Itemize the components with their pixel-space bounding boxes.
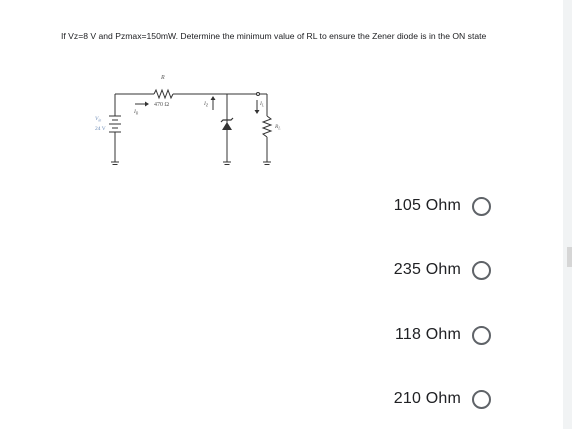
radio-button[interactable]: [472, 326, 491, 345]
option-label: 235 Ohm: [393, 261, 461, 278]
resistor-value: 470 Ω: [154, 102, 169, 108]
vin-value: 24 V: [95, 126, 106, 132]
option-105-ohm[interactable]: [394, 191, 491, 221]
vin-label: $V_{in}$: [95, 116, 102, 123]
zener-diode-symbol: [222, 122, 232, 130]
radio-button[interactable]: [472, 197, 491, 216]
radio-button[interactable]: [472, 390, 491, 409]
radio-button[interactable]: [472, 261, 491, 280]
current-iz-label: $I_Z$: [204, 101, 208, 108]
option-118-ohm[interactable]: [395, 320, 491, 350]
page-background-strip: [563, 0, 572, 429]
resistor-label: R: [161, 75, 165, 81]
current-ir-label: $I_R$: [134, 109, 139, 116]
option-210-ohm[interactable]: [394, 384, 491, 414]
scrollbar-thumb[interactable]: [567, 247, 572, 267]
load-resistor-symbol: [263, 116, 271, 137]
load-resistor-label: $R_L$: [275, 124, 281, 131]
option-label: 210 Ohm: [393, 390, 461, 407]
current-il-label: $I_L$: [260, 101, 264, 108]
zener-circuit-diagram: [95, 64, 295, 174]
option-label: 105 Ohm: [393, 197, 461, 214]
resistor-symbol: [154, 90, 173, 98]
question-text: If Vz=8 V and Pzmax=150mW. Determine the minimum value of RL to ensure the Zener diode is in the ON state: [61, 31, 487, 41]
option-235-ohm[interactable]: [394, 255, 491, 285]
option-label: 118 Ohm: [394, 326, 461, 343]
